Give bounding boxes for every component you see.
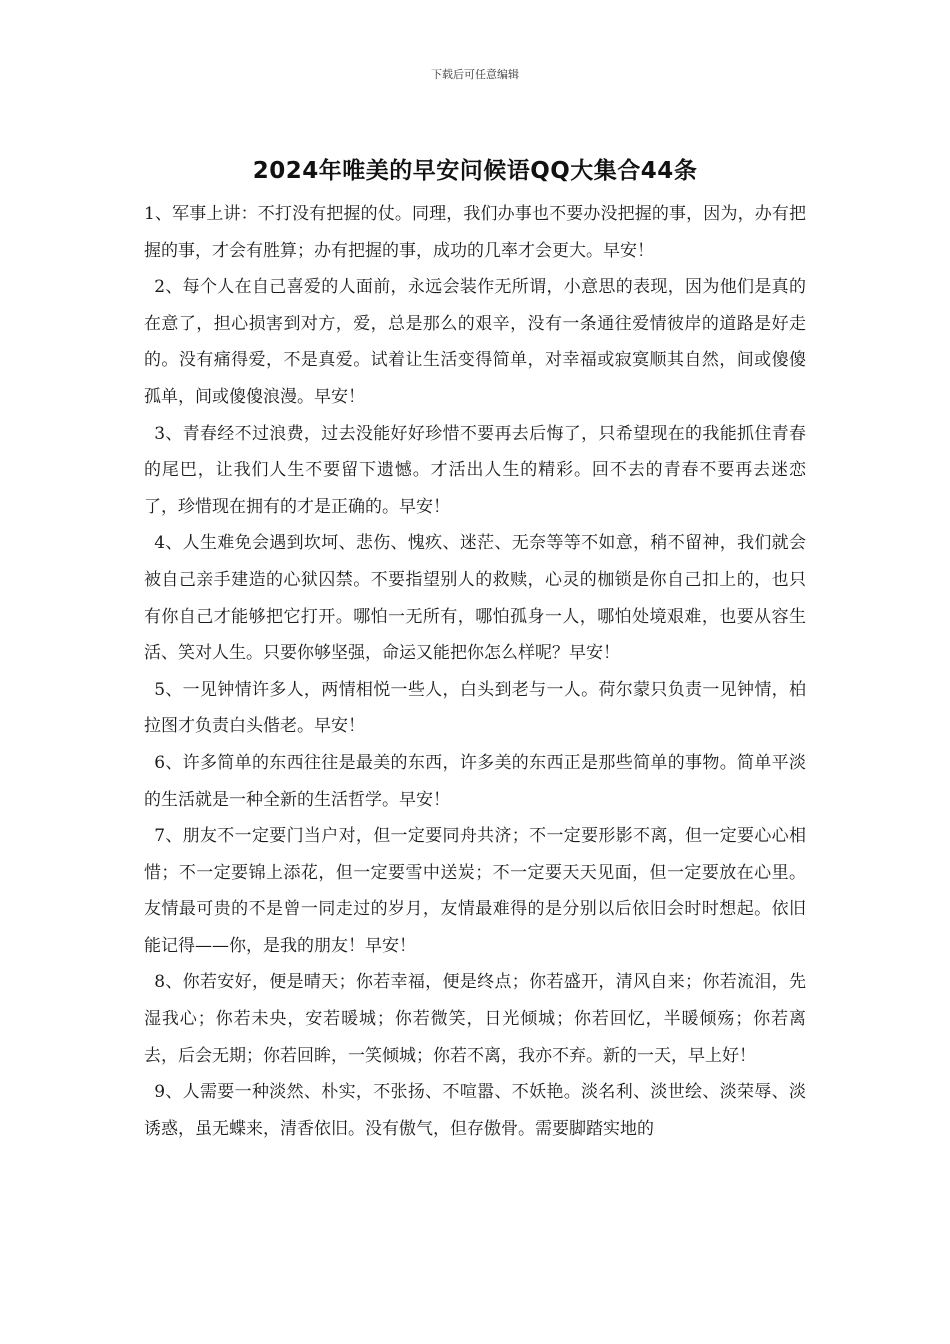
paragraph: 7、朋友不一定要门当户对，但一定要同舟共济；不一定要形影不离，但一定要心心相惜；不一定要锦上添花，但一定要雪中送炭；不一定要天天见面，但一定要放在心里。友情最可贵的不是曾一同走过的岁月，友情最难得的是分别以后依旧会时时想起。依旧能记得——你，是我的朋友！早安！ (144, 826, 806, 956)
paragraph: 2、每个人在自己喜爱的人面前，永远会装作无所谓，小意思的表现，因为他们是真的在意了，担心损害到对方，爱，总是那么的艰辛，没有一条通往爱情彼岸的道路是好走的。没有痛得爱，不是真爱。试着让生活变得简单，对幸福或寂寞顺其自然，间或傻傻孤单，间或傻傻浪漫。早安！ (144, 277, 806, 407)
paragraph: 8、你若安好，便是晴天；你若幸福，便是终点；你若盛开，清风自来；你若流泪，先湿我心；你若未央，安若暖城；你若微笑，日光倾城；你若回忆，半暖倾殇；你若离去，后会无期；你若回眸，一笑倾城；你若不离，我亦不弃。新的一天，早上好！ (144, 972, 806, 1066)
document-body (144, 196, 806, 1147)
paragraph: 6、许多简单的东西往往是最美的东西，许多美的东西正是那些简单的事物。简单平淡的生活就是一种全新的生活哲学。早安！ (144, 752, 806, 810)
header-note: 下载后可任意编辑 (431, 68, 519, 81)
paragraph: 5、一见钟情许多人，两情相悦一些人，白头到老与一人。荷尔蒙只负责一见钟情，柏拉图才负责白头偕老。早安！ (144, 679, 806, 737)
paragraph: 1、军事上讲：不打没有把握的仗。同理，我们办事也不要办没把握的事，因为，办有把握的事，才会有胜算；办有把握的事，成功的几率才会更大。早安！ (144, 204, 806, 261)
paragraph: 3、青春经不过浪费，过去没能好好珍惜不要再去后悔了，只希望现在的我能抓住青春的尾巴，让我们人生不要留下遗憾。才活出人生的精彩。回不去的青春不要再去迷恋了，珍惜现在拥有的才是正确的。早安！ (144, 423, 806, 517)
paragraph: 4、人生难免会遇到坎坷、悲伤、愧疚、迷茫、无奈等等不如意，稍不留神，我们就会被自己亲手建造的心狱囚禁。不要指望别人的救赎，心灵的枷锁是你自己扣上的，也只有你自己才能够把它打开。哪怕一无所有，哪怕孤身一人，哪怕处境艰难，也要从容生活、笑对人生。只要你够坚强，命运又能把你怎么样呢？早安！ (144, 533, 806, 664)
paragraph: 9、人需要一种淡然、朴实，不张扬、不喧嚣、不妖艳。淡名利、淡世绘、淡荣辱、淡诱惑，虽无蝶来，清香依旧。没有傲气，但存傲骨。需要脚踏实地的 (144, 1082, 806, 1139)
document-title: 2024年唯美的早安问候语QQ大集合44条 (252, 158, 698, 184)
